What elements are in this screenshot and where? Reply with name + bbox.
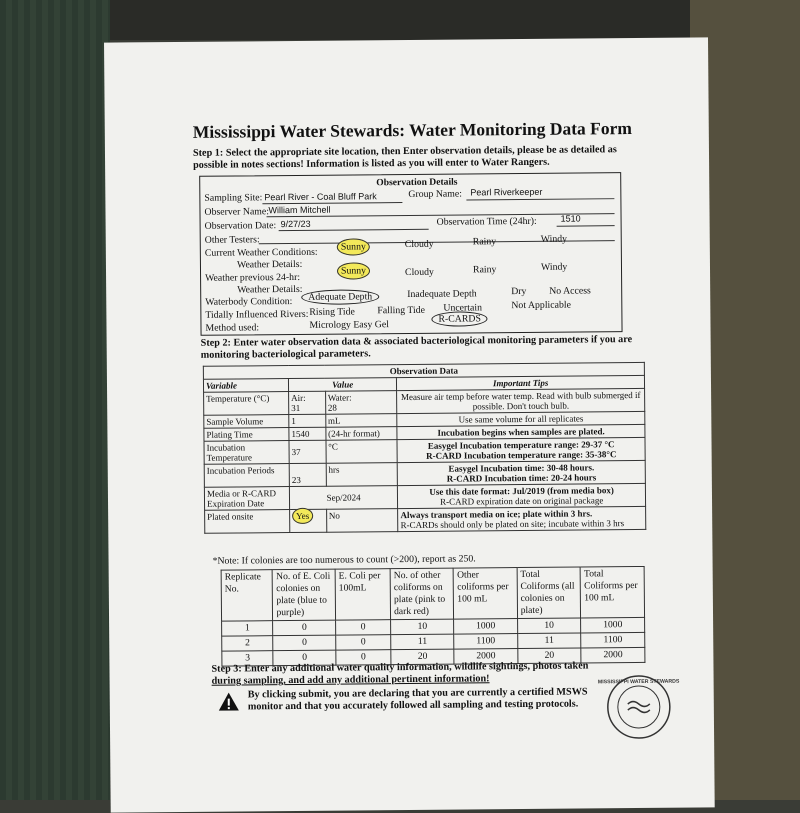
- observer-name-label: Observer Name:: [204, 206, 270, 218]
- periods-tip-easygel: Easygel Incubation time: 30-48 hours.: [448, 462, 595, 474]
- other-per-100ml[interactable]: 1000: [454, 619, 517, 635]
- logo-text: MISSISSIPPI WATER STEWARDS: [597, 678, 680, 686]
- ecoli-per-100ml[interactable]: 0: [336, 635, 391, 650]
- plating-time-label: Plating Time: [204, 428, 289, 442]
- waterbody-no-access[interactable]: No Access: [549, 285, 591, 297]
- method-rcards[interactable]: R-CARDS: [431, 313, 488, 324]
- incubation-tip-easygel: Easygel Incubation temperature range: 29-37 °C: [427, 439, 615, 451]
- plating-time-tip: Incubation begins when samples are plated.: [397, 424, 645, 439]
- sampling-site-value[interactable]: Pearl River - Coal Bluff Park: [264, 191, 377, 203]
- total-per-100ml[interactable]: 1100: [581, 632, 645, 648]
- observation-date-label: Observation Date:: [204, 220, 277, 232]
- temperature-tip: Measure air temp before water temp. Read with bulb submerged if possible. Don't touch bulb.: [397, 388, 645, 413]
- water-temp-value[interactable]: 28: [327, 402, 337, 413]
- step3-line2: during sampling, and add any additional pertinent information!: [211, 673, 490, 687]
- step1-line1: Step 1: Select the appropriate site location, then Enter observation details, please be as detailed as: [192, 144, 617, 159]
- sample-volume-unit: mL: [325, 414, 397, 428]
- plated-onsite-yes[interactable]: Yes: [292, 508, 313, 524]
- observation-data-table: [203, 362, 646, 534]
- expiration-tip-rcard: R-CARD expiration date on original package: [440, 495, 604, 507]
- replicate-no: 2: [222, 636, 274, 651]
- replicate-no: 1: [222, 621, 274, 636]
- sample-volume-tip: Use same volume for all replicates: [397, 411, 645, 426]
- ecoli-per-100ml[interactable]: 0: [336, 620, 391, 635]
- group-name-label: Group Name:: [408, 188, 463, 200]
- tidal-rising[interactable]: Rising Tide: [309, 306, 355, 318]
- periods-tip-rcard: R-CARD Incubation time: 20-24 hours: [446, 472, 597, 484]
- weather-cloudy[interactable]: Cloudy: [404, 238, 434, 251]
- weather-sunny[interactable]: Sunny: [337, 241, 370, 252]
- incubation-temp-value[interactable]: 37: [289, 440, 326, 463]
- background-top: [0, 0, 800, 40]
- onsite-tip-rcard: R-CARDs should only be plated on site; incubate within 3 hrs: [400, 518, 625, 531]
- header-ecoli-per-100ml: E. Coli per 100mL: [335, 569, 391, 620]
- incubation-periods-value[interactable]: 23: [289, 463, 326, 486]
- weather-windy[interactable]: Windy: [540, 233, 568, 245]
- onsite-tip-transport: Always transport media on ice; plate within 3 hrs.: [400, 508, 593, 521]
- colony-note: *Note: If colonies are too numerous to count (>200), report as 250.: [212, 553, 476, 567]
- header-ecoli-colonies: No. of E. Coli colonies on plate (blue to purple): [273, 569, 336, 621]
- other-coliforms[interactable]: 10: [391, 619, 454, 635]
- step2-instructions: [201, 333, 721, 362]
- observation-details-box: [199, 172, 622, 336]
- declaration: [248, 686, 638, 713]
- current-weather-label: Current Weather Conditions:: [204, 246, 318, 259]
- air-temp-value[interactable]: 31: [291, 402, 301, 414]
- tidal-falling[interactable]: Falling Tide: [377, 304, 426, 317]
- observer-name-value[interactable]: William Mitchell: [268, 204, 331, 216]
- group-name-value[interactable]: Pearl Riverkeeper: [470, 186, 543, 198]
- plated-onsite-no[interactable]: No: [326, 509, 398, 533]
- other-coliforms[interactable]: 11: [391, 634, 454, 650]
- air-label: Air:: [291, 392, 306, 404]
- sample-volume-value[interactable]: 1: [289, 414, 326, 427]
- sampling-site-label: Sampling Site:: [204, 192, 263, 204]
- msws-logo: [597, 674, 680, 746]
- incubation-tip-rcard: R-CARD Incubation temperature range: 35-38°C: [426, 449, 617, 461]
- weather-prev-cloudy[interactable]: Cloudy: [404, 266, 434, 279]
- observation-date-value[interactable]: 9/27/23: [280, 218, 311, 230]
- total-per-100ml[interactable]: 1000: [581, 617, 645, 633]
- replicate-no: 3: [222, 651, 274, 666]
- tidal-label: Tidally Influenced Rivers:: [205, 308, 309, 321]
- total-coliforms[interactable]: 10: [517, 618, 581, 634]
- header-total-per-100ml: Total Coliforms per 100 mL: [580, 566, 644, 618]
- expiration-tip-format: Use this date format: Jul/2019 (from media box): [429, 485, 614, 497]
- sample-volume-label: Sample Volume: [204, 415, 289, 429]
- method-easygel[interactable]: Micrology Easy Gel: [309, 319, 389, 331]
- plating-time-value[interactable]: 1540: [289, 427, 326, 440]
- form-title: Mississippi Water Stewards: Water Monitoring Data Form: [192, 118, 632, 142]
- ecoli-colonies[interactable]: 0: [273, 650, 336, 666]
- tidal-uncertain[interactable]: Uncertain: [443, 302, 483, 314]
- other-per-100ml[interactable]: 2000: [454, 649, 517, 665]
- warning-icon: [218, 691, 240, 716]
- weather-details-label-2: Weather Details:: [237, 283, 303, 296]
- weather-prev-windy[interactable]: Windy: [540, 261, 568, 273]
- waterbody-condition-label: Waterbody Condition:: [205, 296, 293, 308]
- plated-onsite-label: Plated onsite: [205, 510, 290, 534]
- header-other-coliforms: No. of other coliforms on plate (pink to dark red): [390, 568, 454, 620]
- declaration-line1: By clicking submit, you are declaring that you are currently a certified MSWS: [247, 686, 588, 701]
- expiration-value[interactable]: Sep/2024: [289, 486, 398, 510]
- total-coliforms[interactable]: 11: [517, 633, 581, 649]
- background-left: [0, 0, 110, 800]
- temperature-label: Temperature (°C): [204, 392, 289, 416]
- declaration-line2: monitor and that you accurately followed all sampling and testing protocols.: [247, 698, 579, 713]
- weather-rainy[interactable]: Rainy: [472, 236, 497, 248]
- header-total-coliforms: Total Coliforms (all colonies on plate): [517, 567, 581, 619]
- ecoli-per-100ml[interactable]: 0: [336, 650, 391, 665]
- incubation-periods-unit: hrs: [326, 463, 398, 487]
- ecoli-colonies[interactable]: 0: [273, 635, 336, 651]
- other-coliforms[interactable]: 20: [391, 649, 454, 665]
- col-tips: Important Tips: [397, 375, 645, 390]
- step1-line2: possible in notes sections! Information is listed as you will enter to Water Rangers.: [193, 156, 550, 171]
- step3-instructions: [211, 660, 631, 688]
- step1-instructions: [193, 143, 713, 172]
- weather-previous-label: Weather previous 24-hr:: [205, 271, 301, 284]
- observation-time-label: Observation Time (24hr):: [436, 215, 537, 228]
- paper-form: [104, 37, 715, 812]
- header-other-per-100ml: Other coliforms per 100 mL: [454, 568, 518, 620]
- step3-line1: Step 3: Enter any additional water quality information, wildlife sightings, photos taken: [211, 660, 589, 675]
- header-replicate: Replicate No.: [221, 570, 273, 621]
- expiration-label: Media or R-CARD Expiration Date: [204, 487, 289, 511]
- incubation-temp-unit: °C: [326, 440, 398, 464]
- weather-prev-rainy[interactable]: Rainy: [472, 264, 497, 276]
- water-label: Water:: [327, 392, 352, 403]
- incubation-temp-label: Incubation Temperature: [204, 441, 289, 465]
- method-label: Method used:: [205, 322, 260, 334]
- colonies-table: [221, 566, 646, 667]
- incubation-periods-label: Incubation Periods: [204, 464, 289, 488]
- total-per-100ml[interactable]: 2000: [581, 647, 645, 663]
- waterbody-dry[interactable]: Dry: [511, 285, 527, 298]
- weather-prev-sunny[interactable]: Sunny: [337, 265, 370, 276]
- observation-time-value[interactable]: 1510: [560, 213, 581, 224]
- step2-line2: monitoring bacteriological parameters.: [200, 348, 371, 361]
- col-value: Value: [288, 378, 396, 392]
- weather-details-label: Weather Details:: [236, 258, 303, 271]
- tidal-not-applicable[interactable]: Not Applicable: [511, 299, 571, 312]
- other-per-100ml[interactable]: 1100: [454, 634, 517, 650]
- observation-details-heading: Observation Details: [376, 176, 458, 189]
- total-coliforms[interactable]: 20: [518, 648, 582, 664]
- observation-data-heading: Observation Data: [203, 362, 644, 379]
- waterbody-adequate[interactable]: Adequate Depth: [301, 291, 379, 303]
- waterbody-inadequate[interactable]: Inadequate Depth: [407, 288, 477, 300]
- other-testers-label: Other Testers:: [204, 234, 260, 246]
- plating-time-unit: (24-hr format): [326, 427, 398, 441]
- ecoli-colonies[interactable]: 0: [273, 620, 336, 636]
- col-variable: Variable: [203, 379, 288, 393]
- step2-line1: Step 2: Enter water observation data & associated bacteriological monitoring parameters if you are: [200, 334, 633, 349]
